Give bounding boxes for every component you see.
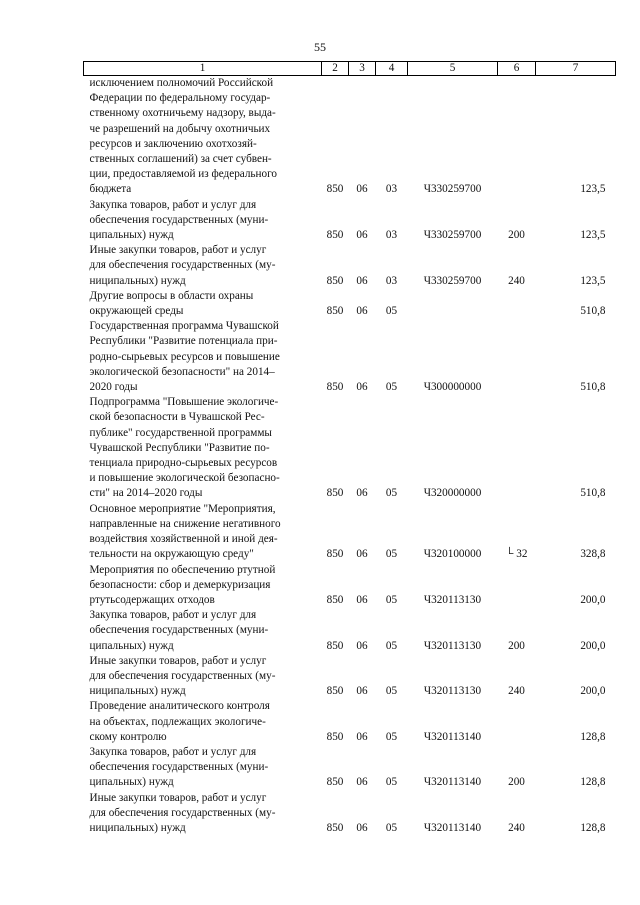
row-section-code: 06 xyxy=(356,548,368,561)
table-row xyxy=(84,608,616,654)
table-body xyxy=(84,76,616,837)
row-subsection-code: 05 xyxy=(385,593,398,606)
table-row xyxy=(84,502,616,563)
row-section-code: 06 xyxy=(356,274,368,287)
row-ministry-code: 850 xyxy=(326,487,344,500)
row-subsection-code: 03 xyxy=(385,183,398,196)
row-amount: 510,8 xyxy=(580,305,606,318)
header-cell-4: 4 xyxy=(376,62,408,76)
row-description: Закупка товаров, работ и услуг для обеспечения государственных (муни- ципальных) нужд xyxy=(89,198,269,242)
row-description: Закупка товаров, работ и услуг для обеспечения государственных (муни- ципальных) нужд xyxy=(89,745,269,789)
row-section-code: 06 xyxy=(356,229,368,242)
row-subsection-code: 05 xyxy=(385,730,398,743)
row-section-code: 06 xyxy=(356,685,368,698)
table-row xyxy=(84,563,616,609)
row-amount: 328,8 xyxy=(580,548,606,561)
row-ministry-code: 850 xyxy=(326,381,344,394)
row-expense-type xyxy=(498,699,536,745)
row-section-code: 06 xyxy=(356,183,368,196)
row-expense-type: 240 xyxy=(508,821,525,834)
row-target-article xyxy=(408,289,498,319)
table-row xyxy=(84,654,616,700)
row-subsection-code: 05 xyxy=(385,776,398,789)
row-subsection-code: 05 xyxy=(385,381,398,394)
row-amount: 128,8 xyxy=(580,821,606,834)
row-ministry-code: 850 xyxy=(326,639,344,652)
row-target-article: Ч320113140 xyxy=(423,730,482,743)
row-ministry-code: 850 xyxy=(326,274,344,287)
row-expense-type xyxy=(498,76,536,198)
table-header xyxy=(84,62,616,76)
row-ministry-code: 850 xyxy=(326,305,344,318)
row-target-article: Ч320113140 xyxy=(423,776,482,789)
table-row xyxy=(84,243,616,289)
row-amount: 123,5 xyxy=(580,183,606,196)
row-section-code: 06 xyxy=(356,593,368,606)
row-description: Другие вопросы в области охраны окружающей среды xyxy=(89,289,254,318)
row-amount: 510,8 xyxy=(580,381,606,394)
row-ministry-code: 850 xyxy=(326,548,344,561)
row-target-article: Ч320113130 xyxy=(423,639,482,652)
table-row xyxy=(84,289,616,319)
header-row xyxy=(84,62,616,76)
row-amount: 200,0 xyxy=(580,639,606,652)
row-description: Иные закупки товаров, работ и услуг для обеспечения государственных (му- ниципальных) нужд xyxy=(89,791,276,834)
table-row xyxy=(84,745,616,791)
row-expense-type xyxy=(498,319,536,395)
header-cell-1: 1 xyxy=(84,62,322,76)
row-target-article: Ч300000000 xyxy=(423,381,482,394)
row-description: Подпрограмма "Повышение экологиче- ской безопасности в Чувашской Рес- публике" государственной программы Чувашской Республики "Развитие по- тенциала природно-сырьевых ресурсов и повышение экологической безопасно- сти" на 2014–2020 годы xyxy=(89,396,280,500)
row-target-article: Ч320113140 xyxy=(423,821,482,834)
row-subsection-code: 05 xyxy=(385,685,398,698)
row-ministry-code: 850 xyxy=(326,685,344,698)
row-expense-type: 200 xyxy=(508,639,525,652)
row-expense-type xyxy=(498,289,536,319)
row-subsection-code: 05 xyxy=(385,639,398,652)
row-description: Закупка товаров, работ и услуг для обеспечения государственных (муни- ципальных) нужд xyxy=(89,609,269,652)
row-ministry-code: 850 xyxy=(326,229,344,242)
row-section-code: 06 xyxy=(356,305,368,318)
row-section-code: 06 xyxy=(356,730,368,743)
row-target-article: Ч320113130 xyxy=(423,593,482,606)
row-amount: 200,0 xyxy=(580,593,606,606)
table-row xyxy=(84,395,616,501)
row-description: Основное мероприятие "Мероприятия, направленные на снижение негативного воздействия хозяйственной и иной дея- тельности на окружающую среду" xyxy=(89,502,281,561)
header-cell-6: 6 xyxy=(498,62,536,76)
row-expense-type xyxy=(498,395,536,501)
budget-table xyxy=(83,61,616,836)
row-section-code: 06 xyxy=(356,639,368,652)
row-target-article: Ч320000000 xyxy=(423,487,482,500)
row-description: Иные закупки товаров, работ и услуг для обеспечения государственных (му- ниципальных) нужд xyxy=(89,654,276,698)
row-ministry-code: 850 xyxy=(326,593,344,606)
row-expense-type: └ 32 xyxy=(505,548,528,561)
row-section-code: 06 xyxy=(356,487,368,500)
row-amount: 200,0 xyxy=(580,685,606,698)
header-cell-2: 2 xyxy=(322,62,349,76)
table-row xyxy=(84,319,616,395)
row-subsection-code: 05 xyxy=(385,305,398,318)
row-amount: 128,8 xyxy=(580,776,606,789)
row-expense-type: 200 xyxy=(508,229,525,242)
row-ministry-code: 850 xyxy=(326,730,344,743)
row-target-article: Ч330259700 xyxy=(423,229,482,242)
row-description: Государственная программа Чувашской Республики "Развитие потенциала при- родно-сырьевых ресурсов и повышение экологической безопасности" на 2014– 2020 годы xyxy=(89,320,280,394)
row-target-article: Ч330259700 xyxy=(423,274,482,287)
table-row xyxy=(84,699,616,745)
row-expense-type: 200 xyxy=(508,776,525,789)
row-subsection-code: 05 xyxy=(385,487,398,500)
header-cell-3: 3 xyxy=(349,62,376,76)
row-expense-type xyxy=(498,563,536,609)
row-target-article: Ч320113130 xyxy=(423,685,482,698)
row-ministry-code: 850 xyxy=(326,776,344,789)
row-subsection-code: 03 xyxy=(385,229,398,242)
row-amount: 123,5 xyxy=(580,229,606,242)
table-row xyxy=(84,198,616,244)
row-section-code: 06 xyxy=(356,381,368,394)
row-amount: 123,5 xyxy=(580,274,606,287)
row-section-code: 06 xyxy=(356,821,368,834)
table-row xyxy=(84,791,616,837)
row-subsection-code: 05 xyxy=(385,548,398,561)
row-description: Иные закупки товаров, работ и услуг для обеспечения государственных (му- ниципальных) нужд xyxy=(89,244,276,287)
row-expense-type: 240 xyxy=(508,274,525,287)
row-subsection-code: 05 xyxy=(385,821,398,834)
row-section-code: 06 xyxy=(356,776,368,789)
row-description: Мероприятия по обеспечению ртутной безопасности: сбор и демеркуризация ртутьсодержащих отходов xyxy=(89,563,276,606)
table-row xyxy=(84,76,616,198)
row-amount: 128,8 xyxy=(580,730,606,743)
row-amount: 510,8 xyxy=(580,487,606,500)
row-expense-type: 240 xyxy=(508,685,525,698)
header-cell-5: 5 xyxy=(408,62,498,76)
row-target-article: Ч320100000 xyxy=(423,548,482,561)
row-subsection-code: 03 xyxy=(385,274,398,287)
row-target-article: Ч330259700 xyxy=(423,183,482,196)
row-description: исключением полномочий Российской Федерации по федеральному государ- ственному охотничьему надзору, выда- че разрешений на добычу охотничьих ресурсов и заключению охотхозяй- ственных соглашений) за счет субвен- ции, предоставляемой из федерального бюджета xyxy=(89,77,278,196)
header-cell-7: 7 xyxy=(536,62,616,76)
row-ministry-code: 850 xyxy=(326,183,344,196)
row-ministry-code: 850 xyxy=(326,821,344,834)
row-description: Проведение аналитического контроля на объектах, подлежащих экологиче- скому контролю xyxy=(89,700,270,743)
page-number: 55 xyxy=(314,40,326,54)
